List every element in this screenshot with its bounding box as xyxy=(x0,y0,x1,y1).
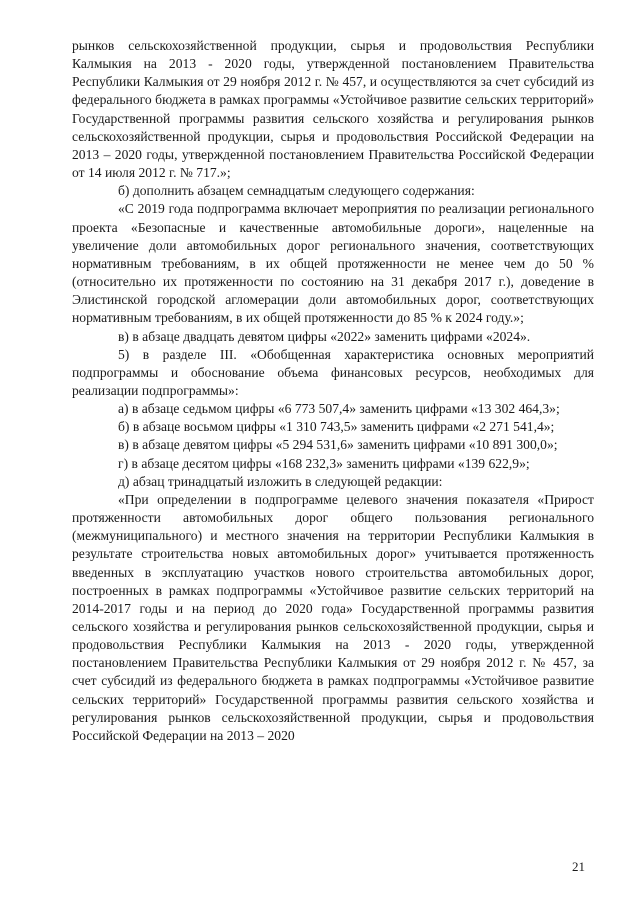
paragraph-item-b-8: б) в абзаце восьмом цифры «1 310 743,5» заменить цифрами «2 271 541,4»; xyxy=(118,419,555,435)
paragraph-item-v-9: в) в абзаце девятом цифры «5 294 531,6» заменить цифрами «10 891 300,0»; xyxy=(118,437,558,453)
paragraph-item-a-7: а) в абзаце седьмом цифры «6 773 507,4» заменить цифрами «13 302 464,3»; xyxy=(118,401,560,417)
paragraph-continuation: рынков сельскохозяйственной продукции, сырья и продовольствия Республики Калмыкия на 2013 - 2020 годы, утвержденной постановлением Правительства Республики Калмыкия от 29 ноября 2012 г. № 457, и осуществляются за счет субсидий из федерального бюджета в рамках программы «Устойчивое развитие сельских территорий» Государственной программы развития сельского хозяйства и регулирования рынков сельскохозяйственной продукции, сырья и продовольствия Российской Федерации на 2013 – 2020 годы, утвержденной постановлением Правительства Российской Федерации от 14 июля 2012 г. № 717.»; xyxy=(72,38,594,181)
document-body xyxy=(72,37,594,745)
paragraph-item-b: б) дополнить абзацем семнадцатым следующего содержания: xyxy=(118,183,475,199)
paragraph-item-d-13: д) абзац тринадцатый изложить в следующей редакции: xyxy=(118,473,443,489)
paragraph-section-5: 5) в разделе III. «Обобщенная характеристика основных мероприятий подпрограммы и обоснование объема финансовых ресурсов, необходимых для реализации подпрограммы»: xyxy=(72,346,594,398)
paragraph-item-g-10: г) в абзаце десятом цифры «168 232,3» заменить цифрами «139 622,9»; xyxy=(118,455,530,471)
page-number: 21 xyxy=(572,859,585,874)
paragraph-item-v: в) в абзаце двадцать девятом цифры «2022» заменить цифрами «2024». xyxy=(118,328,531,344)
paragraph-quote-2019: «С 2019 года подпрограмма включает мероприятия по реализации регионального проекта «Безопасные и качественные автомобильные дороги», нацеленные на увеличение доли автомобильных дорог регионального значения, соответствующих нормативным требованиям, в их общей протяженности не менее чем до 50 % (относительно их протяженности по состоянию на 31 декабря 2017 г.), доведение в Элистинской городской агломерации доли автомобильных дорог, соответствующих нормативным требованиям, в их общей протяженности до 85 % к 2024 году.»; xyxy=(72,201,594,326)
paragraph-quote-target: «При определении в подпрограмме целевого значения показателя «Прирост протяженности автомобильных дорог общего пользования регионального (межмуниципального) и местного значения на территории Республики Калмыкия в результате строительства новых автомобильных дорог» учитывается протяженность введенных в эксплуатацию участков нового строительства автомобильных дорог, построенных в рамках подпрограммы «Устойчивое развитие сельских территорий на 2014-2017 годы и на период до 2020 года» Государственной программы развития сельского хозяйства и регулирования рынков сельскохозяйственной продукции, сырья и продовольствия Республики Калмыкия на 2013 - 2020 годы, утвержденной постановлением Правительства Республики Калмыкия от 29 ноября 2012 г. № 457, за счет субсидий из федерального бюджета в рамках подпрограммы «Устойчивое развитие сельских территорий» Государственной программы развития сельского хозяйства и регулирования рынков сельскохозяйственной продукции, сырья и продовольствия Российской Федерации на 2013 – 2020 xyxy=(72,491,594,743)
